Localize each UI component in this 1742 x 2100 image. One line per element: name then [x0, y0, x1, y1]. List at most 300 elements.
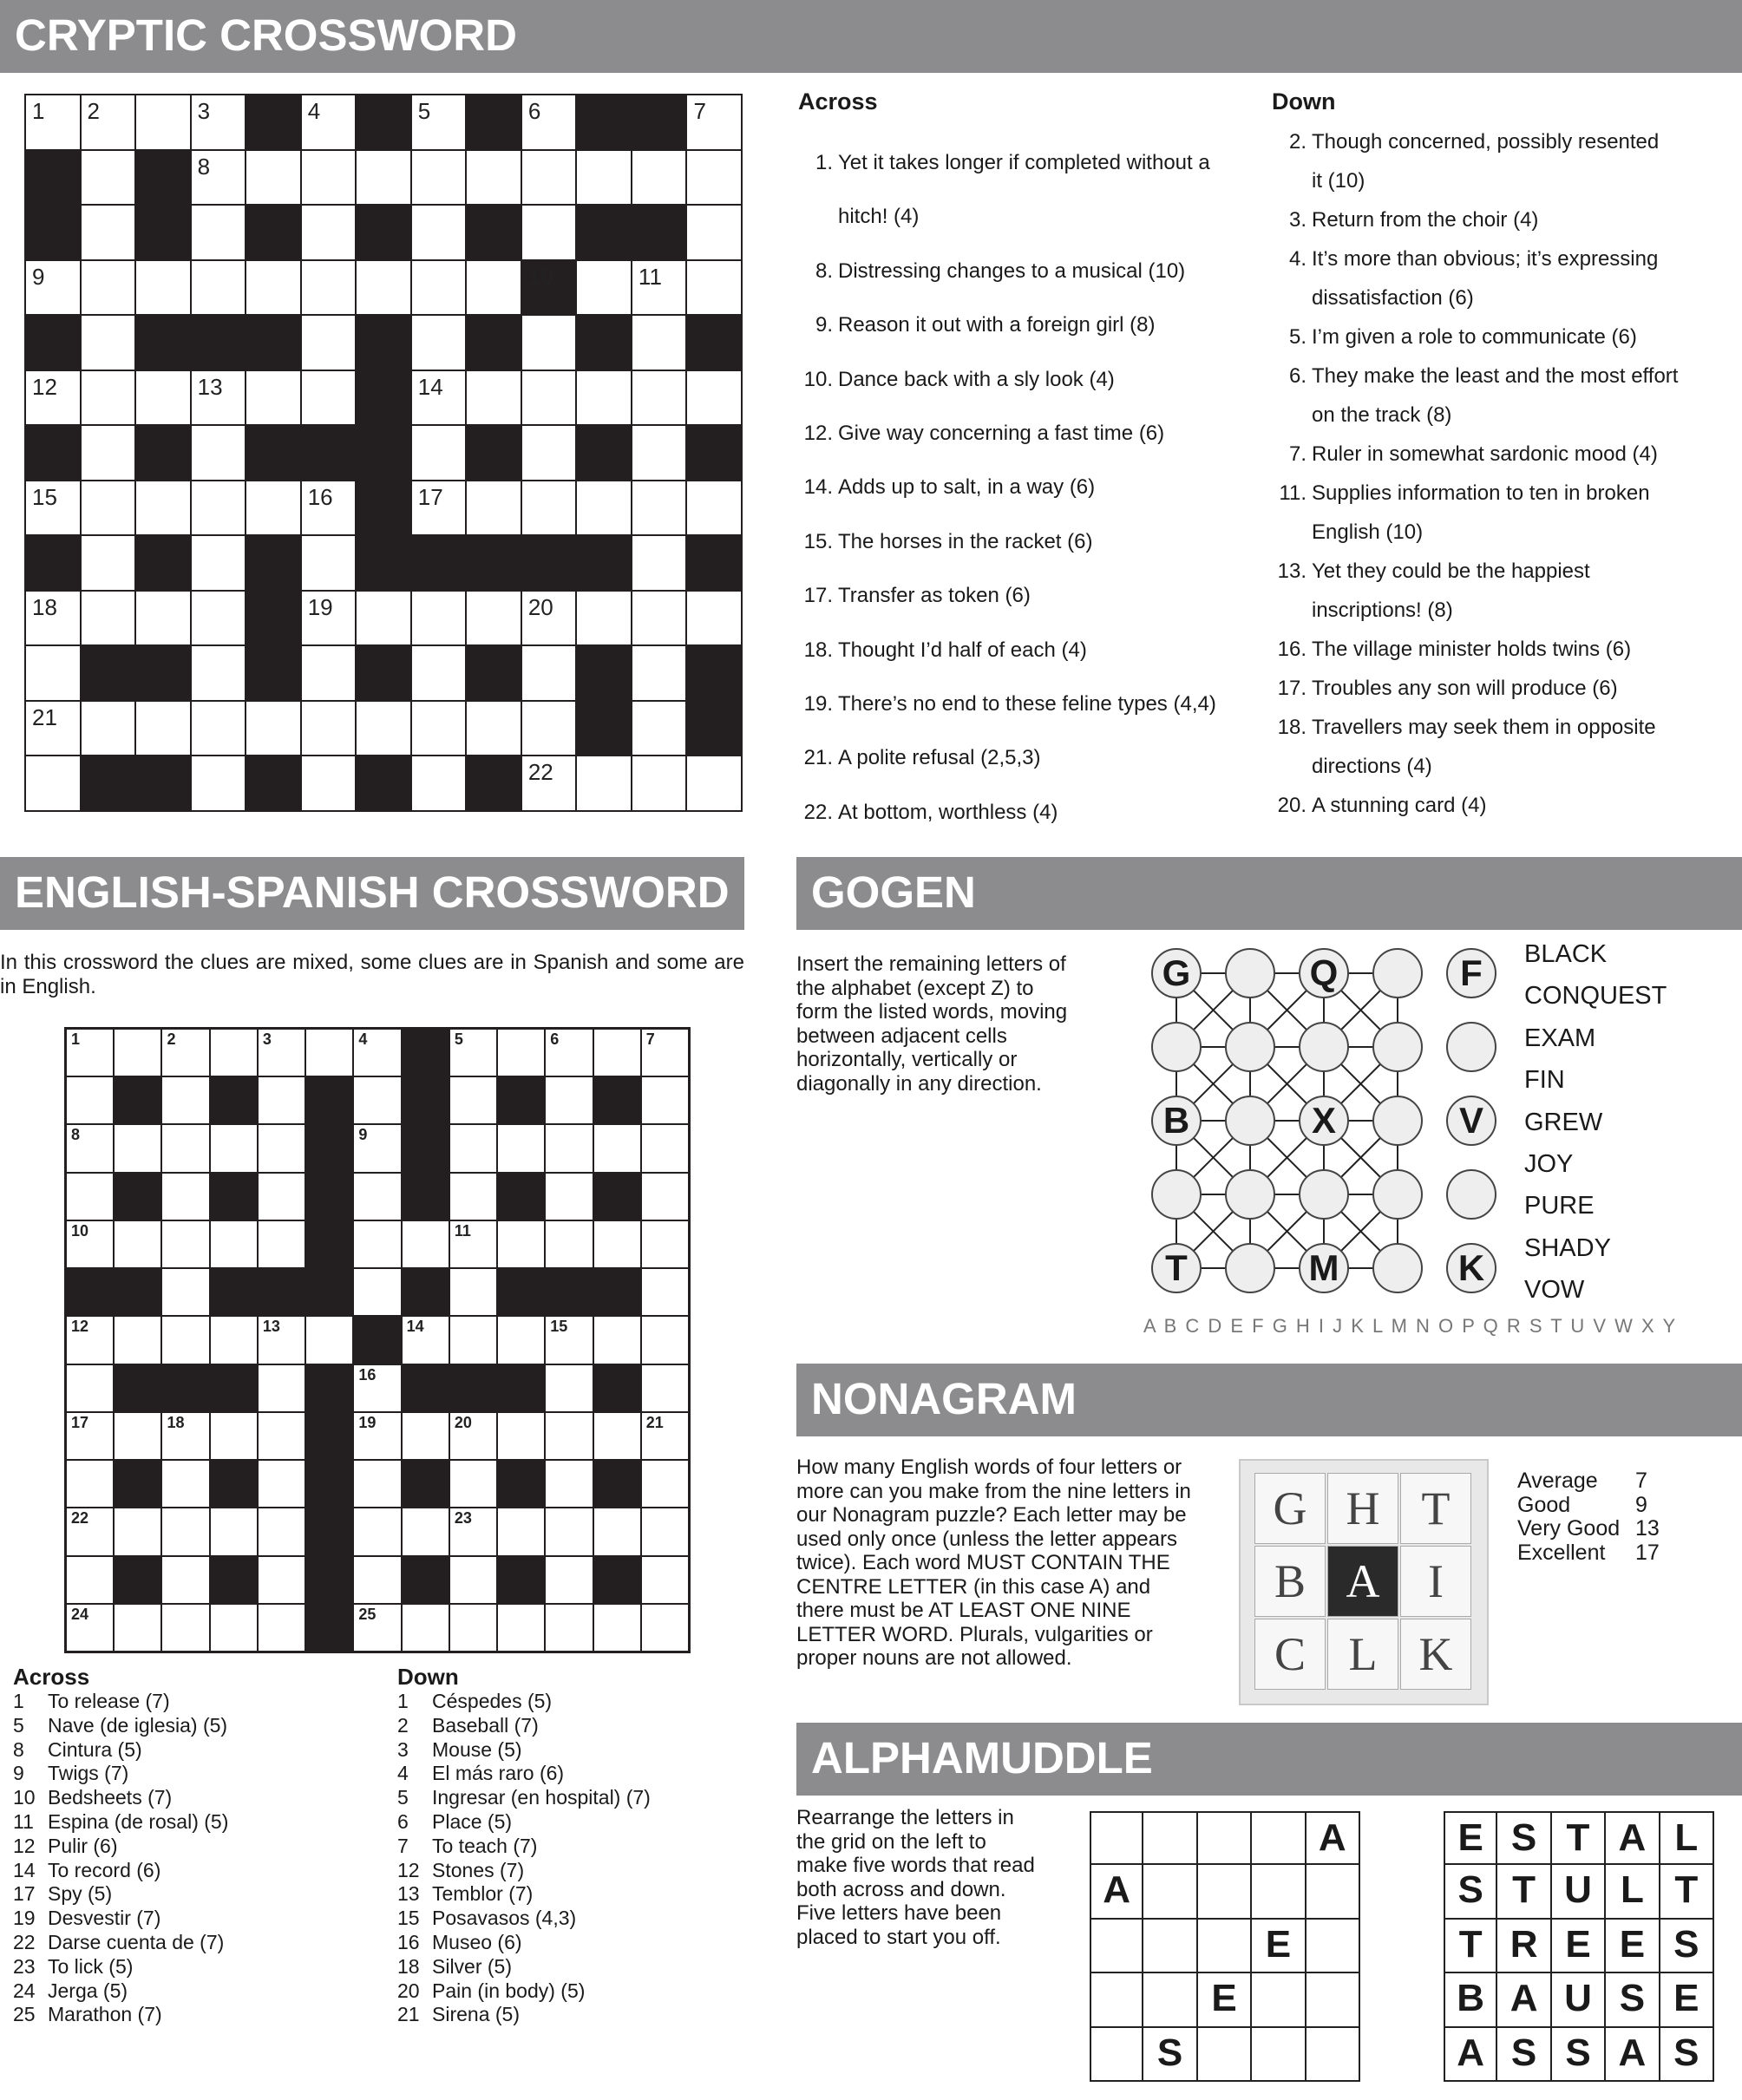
gogen-cell[interactable]	[1446, 1022, 1496, 1072]
crossword-cell[interactable]	[412, 151, 466, 205]
crossword-cell[interactable]	[259, 1317, 305, 1363]
crossword-cell[interactable]	[354, 1557, 400, 1603]
crossword-cell[interactable]	[594, 1413, 640, 1459]
crossword-cell[interactable]	[594, 1221, 640, 1267]
alphamuddle-cell[interactable]	[1143, 1811, 1197, 1865]
crossword-cell[interactable]	[302, 646, 356, 700]
crossword-cell[interactable]	[412, 481, 466, 535]
gogen-word: CONQUEST	[1524, 982, 1667, 1011]
crossword-cell[interactable]	[467, 371, 521, 425]
crossword-cell[interactable]	[642, 1317, 688, 1363]
crossword-cell[interactable]	[26, 756, 80, 810]
crossword-cell[interactable]	[211, 1221, 257, 1267]
gogen-cell[interactable]	[1372, 1243, 1423, 1293]
crossword-cell[interactable]	[412, 206, 466, 259]
gogen-cell[interactable]	[1225, 1022, 1275, 1072]
crossword-cell[interactable]	[136, 261, 190, 315]
crossword-cell[interactable]	[192, 371, 246, 425]
crossword-cell[interactable]	[354, 1508, 400, 1554]
alphamuddle-cell[interactable]	[1306, 1973, 1360, 2027]
crossword-cell[interactable]	[632, 536, 686, 590]
alphamuddle-cell[interactable]	[1143, 1920, 1197, 1973]
crossword-cell[interactable]	[302, 95, 356, 149]
crossword-cell[interactable]	[522, 371, 576, 425]
english-spanish-intro: In this crossword the clues are mixed, some clues are in Spanish and some are in English.	[0, 951, 744, 998]
crossword-cell[interactable]	[357, 702, 410, 756]
gogen-cell: B	[1151, 1096, 1202, 1146]
crossword-cell[interactable]	[632, 426, 686, 480]
crossword-cell[interactable]	[354, 1413, 400, 1459]
clue	[397, 1859, 651, 1883]
crossword-cell[interactable]	[302, 756, 356, 810]
crossword-cell[interactable]	[632, 592, 686, 645]
clue-number: 15	[397, 1907, 420, 1930]
gogen-cell[interactable]	[1372, 1169, 1423, 1220]
crossword-cell[interactable]	[302, 371, 356, 425]
crossword-cell[interactable]	[162, 1174, 208, 1220]
crossword-cell[interactable]	[136, 95, 190, 149]
crossword-cell[interactable]	[357, 592, 410, 645]
alphamuddle-cell[interactable]	[1090, 2028, 1143, 2082]
crossword-cell[interactable]	[577, 481, 631, 535]
crossword-cell[interactable]	[546, 1125, 592, 1171]
crossword-cell[interactable]	[642, 1461, 688, 1507]
crossword-cell[interactable]	[412, 371, 466, 425]
gogen-cell[interactable]	[1372, 948, 1423, 998]
crossword-cell[interactable]	[403, 1413, 449, 1459]
crossword-cell[interactable]	[642, 1269, 688, 1315]
alphamuddle-cell[interactable]	[1252, 1865, 1306, 1919]
crossword-cell[interactable]	[246, 702, 300, 756]
crossword-cell[interactable]	[192, 592, 246, 645]
crossword-cell[interactable]	[687, 592, 741, 645]
crossword-cell[interactable]	[302, 592, 356, 645]
clue	[798, 731, 1249, 785]
crossword-cell[interactable]	[403, 1605, 449, 1651]
crossword-cell[interactable]	[246, 481, 300, 535]
crossword-cell[interactable]	[82, 206, 135, 259]
crossword-cell[interactable]	[450, 1030, 496, 1076]
crossword-cell[interactable]	[642, 1221, 688, 1267]
crossword-cell[interactable]	[162, 1317, 208, 1363]
black-square	[577, 646, 631, 700]
crossword-cell[interactable]	[192, 481, 246, 535]
crossword-cell[interactable]	[26, 702, 80, 756]
crossword-cell[interactable]	[450, 1174, 496, 1220]
crossword-cell[interactable]	[412, 261, 466, 315]
crossword-cell[interactable]	[354, 1077, 400, 1123]
crossword-cell[interactable]	[450, 1269, 496, 1315]
crossword-cell[interactable]	[594, 1605, 640, 1651]
gogen-cell[interactable]	[1225, 948, 1275, 998]
crossword-cell[interactable]	[522, 95, 576, 149]
crossword-cell[interactable]	[67, 1605, 113, 1651]
crossword-cell[interactable]	[115, 1605, 160, 1651]
crossword-cell[interactable]	[192, 95, 246, 149]
alphamuddle-letter: A	[1497, 1973, 1551, 2027]
crossword-cell[interactable]	[354, 1221, 400, 1267]
clue-text: Distressing changes to a musical (10)	[838, 258, 1186, 283]
crossword-cell[interactable]	[67, 1557, 113, 1603]
crossword-cell[interactable]	[259, 1221, 305, 1267]
crossword-cell[interactable]	[162, 1030, 208, 1076]
crossword-cell[interactable]	[302, 316, 356, 370]
clue-number: 2	[397, 1713, 409, 1737]
crossword-cell[interactable]	[687, 756, 741, 810]
crossword-cell[interactable]	[192, 536, 246, 590]
black-square	[246, 756, 300, 810]
crossword-cell[interactable]	[412, 95, 466, 149]
crossword-cell[interactable]	[67, 1077, 113, 1123]
crossword-cell[interactable]	[546, 1461, 592, 1507]
crossword-cell[interactable]	[546, 1557, 592, 1603]
gogen-cell[interactable]	[1151, 1022, 1202, 1072]
crossword-cell[interactable]	[115, 1221, 160, 1267]
alphamuddle-letter: T	[1497, 1865, 1551, 1919]
crossword-cell[interactable]	[594, 1030, 640, 1076]
crossword-cell[interactable]	[162, 1413, 208, 1459]
gogen-cell[interactable]	[1372, 1096, 1423, 1146]
crossword-cell[interactable]	[354, 1605, 400, 1651]
crossword-cell[interactable]	[498, 1030, 544, 1076]
crossword-cell[interactable]	[632, 481, 686, 535]
crossword-cell[interactable]	[642, 1605, 688, 1651]
crossword-cell[interactable]	[354, 1174, 400, 1220]
gogen-cell[interactable]	[1446, 1169, 1496, 1220]
crossword-cell[interactable]	[82, 151, 135, 205]
crossword-cell[interactable]	[354, 1365, 400, 1411]
crossword-cell[interactable]	[259, 1030, 305, 1076]
crossword-cell[interactable]	[357, 151, 410, 205]
crossword-cell[interactable]	[259, 1605, 305, 1651]
crossword-cell[interactable]	[450, 1077, 496, 1123]
crossword-cell[interactable]	[450, 1413, 496, 1459]
clue-number: 16	[358, 1365, 377, 1384]
crossword-cell[interactable]	[522, 646, 576, 700]
crossword-cell[interactable]	[577, 371, 631, 425]
alphamuddle-cell[interactable]	[1252, 2028, 1306, 2082]
crossword-cell[interactable]	[211, 1413, 257, 1459]
crossword-cell[interactable]	[162, 1508, 208, 1554]
crossword-cell[interactable]	[192, 206, 246, 259]
crossword-cell[interactable]	[136, 371, 190, 425]
crossword-cell[interactable]	[642, 1174, 688, 1220]
crossword-cell[interactable]	[302, 536, 356, 590]
crossword-cell[interactable]	[306, 1317, 352, 1363]
crossword-cell[interactable]	[546, 1605, 592, 1651]
crossword-cell[interactable]	[403, 1508, 449, 1554]
gogen-cell[interactable]	[1225, 1243, 1275, 1293]
crossword-cell[interactable]	[67, 1508, 113, 1554]
crossword-cell[interactable]	[522, 151, 576, 205]
crossword-cell[interactable]	[136, 702, 190, 756]
crossword-cell[interactable]	[450, 1508, 496, 1554]
black-square	[136, 206, 190, 259]
alphamuddle-cell[interactable]	[1198, 1920, 1252, 1973]
clue	[1272, 747, 1740, 786]
crossword-cell[interactable]	[259, 1077, 305, 1123]
crossword-cell[interactable]	[687, 95, 741, 149]
crossword-cell[interactable]	[632, 261, 686, 315]
alphamuddle-cell[interactable]	[1252, 1811, 1306, 1865]
crossword-cell[interactable]	[642, 1077, 688, 1123]
crossword-cell[interactable]	[354, 1461, 400, 1507]
crossword-cell[interactable]	[467, 481, 521, 535]
crossword-cell[interactable]	[687, 206, 741, 259]
crossword-cell[interactable]	[82, 316, 135, 370]
crossword-cell[interactable]	[67, 1030, 113, 1076]
crossword-cell[interactable]	[82, 481, 135, 535]
crossword-cell[interactable]	[115, 1508, 160, 1554]
crossword-cell[interactable]	[82, 261, 135, 315]
crossword-cell[interactable]	[354, 1125, 400, 1171]
crossword-cell[interactable]	[412, 756, 466, 810]
crossword-cell[interactable]	[357, 261, 410, 315]
gogen-cell[interactable]	[1299, 1022, 1349, 1072]
crossword-cell[interactable]	[687, 261, 741, 315]
crossword-cell[interactable]	[642, 1508, 688, 1554]
crossword-cell[interactable]	[302, 481, 356, 535]
crossword-cell[interactable]	[450, 1557, 496, 1603]
crossword-cell[interactable]	[577, 756, 631, 810]
alphamuddle-cell[interactable]	[1090, 1811, 1143, 1865]
crossword-cell[interactable]	[632, 702, 686, 756]
crossword-cell[interactable]	[632, 316, 686, 370]
gogen-cell[interactable]	[1225, 1096, 1275, 1146]
crossword-cell[interactable]	[162, 1221, 208, 1267]
crossword-cell[interactable]	[632, 756, 686, 810]
gogen-cell[interactable]	[1225, 1169, 1275, 1220]
crossword-cell[interactable]	[450, 1317, 496, 1363]
crossword-cell[interactable]	[82, 371, 135, 425]
crossword-cell[interactable]	[246, 261, 300, 315]
crossword-cell[interactable]	[162, 1461, 208, 1507]
crossword-cell[interactable]	[412, 702, 466, 756]
alphamuddle-cell[interactable]	[1252, 1973, 1306, 2027]
alphamuddle-cell[interactable]	[1306, 1920, 1360, 1973]
crossword-cell[interactable]	[632, 646, 686, 700]
crossword-cell[interactable]	[211, 1030, 257, 1076]
crossword-cell[interactable]	[403, 1221, 449, 1267]
crossword-cell[interactable]	[642, 1413, 688, 1459]
crossword-cell[interactable]	[192, 151, 246, 205]
crossword-cell[interactable]	[450, 1125, 496, 1171]
crossword-cell[interactable]	[192, 702, 246, 756]
clue-number: 1.	[815, 151, 833, 174]
crossword-cell[interactable]	[450, 1605, 496, 1651]
crossword-cell[interactable]	[306, 1030, 352, 1076]
crossword-cell[interactable]	[259, 1125, 305, 1171]
clue-text: Espina (de rosal) (5)	[48, 1809, 229, 1833]
black-square	[306, 1508, 352, 1554]
crossword-cell[interactable]	[115, 1030, 160, 1076]
crossword-cell[interactable]	[82, 95, 135, 149]
crossword-cell[interactable]	[354, 1269, 400, 1315]
crossword-cell[interactable]	[594, 1508, 640, 1554]
crossword-cell[interactable]	[302, 151, 356, 205]
crossword-cell[interactable]	[412, 646, 466, 700]
crossword-cell[interactable]	[162, 1269, 208, 1315]
crossword-cell[interactable]	[412, 316, 466, 370]
crossword-cell[interactable]	[211, 1125, 257, 1171]
crossword-cell[interactable]	[522, 702, 576, 756]
crossword-cell[interactable]	[467, 261, 521, 315]
crossword-cell[interactable]	[498, 1508, 544, 1554]
clue-number: 8	[71, 1126, 81, 1144]
crossword-cell[interactable]	[642, 1557, 688, 1603]
crossword-cell[interactable]	[246, 151, 300, 205]
crossword-cell[interactable]	[302, 702, 356, 756]
crossword-cell[interactable]	[67, 1125, 113, 1171]
crossword-cell[interactable]	[403, 1317, 449, 1363]
crossword-cell[interactable]	[642, 1125, 688, 1171]
crossword-cell[interactable]	[498, 1413, 544, 1459]
crossword-cell[interactable]	[498, 1221, 544, 1267]
crossword-cell[interactable]	[546, 1508, 592, 1554]
crossword-cell[interactable]	[354, 1030, 400, 1076]
crossword-cell[interactable]	[67, 1365, 113, 1411]
crossword-cell[interactable]	[211, 1605, 257, 1651]
crossword-cell[interactable]	[259, 1461, 305, 1507]
gogen-cell[interactable]	[1372, 1022, 1423, 1072]
crossword-cell[interactable]	[687, 481, 741, 535]
alphamuddle-cell[interactable]	[1306, 1865, 1360, 1919]
crossword-cell[interactable]	[546, 1221, 592, 1267]
crossword-cell[interactable]	[136, 481, 190, 535]
crossword-cell[interactable]	[546, 1413, 592, 1459]
crossword-cell[interactable]	[302, 206, 356, 259]
crossword-cell[interactable]	[26, 261, 80, 315]
crossword-cell[interactable]	[211, 1317, 257, 1363]
clue-text: They make the least and the most effort	[1312, 364, 1679, 388]
crossword-cell[interactable]	[687, 151, 741, 205]
crossword-cell[interactable]	[26, 481, 80, 535]
crossword-cell[interactable]	[577, 151, 631, 205]
crossword-cell[interactable]	[498, 1605, 544, 1651]
crossword-cell[interactable]	[192, 756, 246, 810]
crossword-cell[interactable]	[115, 1413, 160, 1459]
cryptic-down-heading: Down	[1272, 88, 1336, 114]
crossword-cell[interactable]	[522, 592, 576, 645]
alphamuddle-cell[interactable]	[1090, 1973, 1143, 2027]
crossword-cell[interactable]	[26, 371, 80, 425]
alphamuddle-cell[interactable]	[1143, 1973, 1197, 2027]
alphamuddle-cell[interactable]	[1306, 2028, 1360, 2082]
clue	[13, 1859, 228, 1883]
crossword-cell[interactable]	[162, 1125, 208, 1171]
crossword-cell[interactable]	[259, 1365, 305, 1411]
crossword-cell[interactable]	[67, 1413, 113, 1459]
black-square	[306, 1413, 352, 1459]
alphamuddle-cell: A	[1306, 1811, 1360, 1865]
crossword-cell[interactable]	[211, 1508, 257, 1554]
crossword-cell[interactable]	[577, 592, 631, 645]
crossword-cell[interactable]	[302, 261, 356, 315]
alphamuddle-cell[interactable]	[1143, 1865, 1197, 1919]
crossword-cell[interactable]	[450, 1221, 496, 1267]
crossword-cell[interactable]	[67, 1174, 113, 1220]
clue-number: 17	[71, 1413, 89, 1431]
crossword-cell[interactable]	[115, 1317, 160, 1363]
crossword-cell[interactable]	[498, 1125, 544, 1171]
gogen-cell[interactable]	[1151, 1169, 1202, 1220]
crossword-cell[interactable]	[259, 1413, 305, 1459]
crossword-cell[interactable]	[259, 1557, 305, 1603]
crossword-cell[interactable]	[642, 1030, 688, 1076]
crossword-cell[interactable]	[259, 1174, 305, 1220]
crossword-cell[interactable]	[192, 426, 246, 480]
crossword-cell[interactable]	[246, 371, 300, 425]
crossword-cell[interactable]	[522, 756, 576, 810]
crossword-cell[interactable]	[467, 702, 521, 756]
crossword-cell[interactable]	[162, 1557, 208, 1603]
crossword-cell[interactable]	[26, 592, 80, 645]
clue	[13, 1738, 228, 1763]
crossword-cell[interactable]	[82, 592, 135, 645]
crossword-cell[interactable]	[136, 592, 190, 645]
crossword-cell[interactable]	[546, 1317, 592, 1363]
clue-number: 25	[13, 2003, 36, 2026]
alphamuddle-cell[interactable]	[1198, 1811, 1252, 1865]
crossword-cell[interactable]	[450, 1461, 496, 1507]
crossword-cell[interactable]	[642, 1365, 688, 1411]
crossword-cell[interactable]	[26, 646, 80, 700]
crossword-cell[interactable]	[412, 426, 466, 480]
alphamuddle-cell[interactable]	[1198, 1865, 1252, 1919]
crossword-cell[interactable]	[546, 1174, 592, 1220]
crossword-cell[interactable]	[67, 1461, 113, 1507]
crossword-cell[interactable]	[26, 95, 80, 149]
crossword-cell[interactable]	[594, 1317, 640, 1363]
alphamuddle-cell[interactable]	[1090, 1920, 1143, 1973]
crossword-cell[interactable]	[162, 1077, 208, 1123]
crossword-cell[interactable]	[467, 151, 521, 205]
crossword-cell[interactable]	[594, 1125, 640, 1171]
crossword-cell[interactable]	[546, 1365, 592, 1411]
gogen-cell[interactable]	[1299, 1169, 1349, 1220]
crossword-cell[interactable]	[467, 592, 521, 645]
crossword-cell[interactable]	[546, 1077, 592, 1123]
crossword-cell[interactable]	[546, 1030, 592, 1076]
black-square	[306, 1605, 352, 1651]
crossword-cell[interactable]	[577, 261, 631, 315]
clue-number: 3.	[1288, 208, 1306, 232]
crossword-cell[interactable]	[259, 1508, 305, 1554]
crossword-cell[interactable]	[632, 151, 686, 205]
clue-text: directions (4)	[1312, 755, 1432, 778]
crossword-cell[interactable]	[67, 1221, 113, 1267]
alphamuddle-letter: B	[1444, 1973, 1497, 2027]
alphamuddle-cell[interactable]	[1198, 2028, 1252, 2082]
crossword-cell[interactable]	[115, 1125, 160, 1171]
black-square	[687, 316, 741, 370]
crossword-cell[interactable]	[162, 1605, 208, 1651]
crossword-cell[interactable]	[82, 536, 135, 590]
crossword-cell[interactable]	[82, 426, 135, 480]
crossword-cell[interactable]	[192, 646, 246, 700]
crossword-cell[interactable]	[522, 426, 576, 480]
crossword-cell[interactable]	[687, 371, 741, 425]
crossword-cell[interactable]	[192, 261, 246, 315]
crossword-cell[interactable]	[82, 702, 135, 756]
crossword-cell[interactable]	[67, 1317, 113, 1363]
crossword-cell[interactable]	[412, 592, 466, 645]
crossword-cell[interactable]	[522, 206, 576, 259]
crossword-cell[interactable]	[522, 481, 576, 535]
crossword-cell[interactable]	[632, 371, 686, 425]
crossword-cell[interactable]	[498, 1317, 544, 1363]
crossword-cell[interactable]	[522, 316, 576, 370]
